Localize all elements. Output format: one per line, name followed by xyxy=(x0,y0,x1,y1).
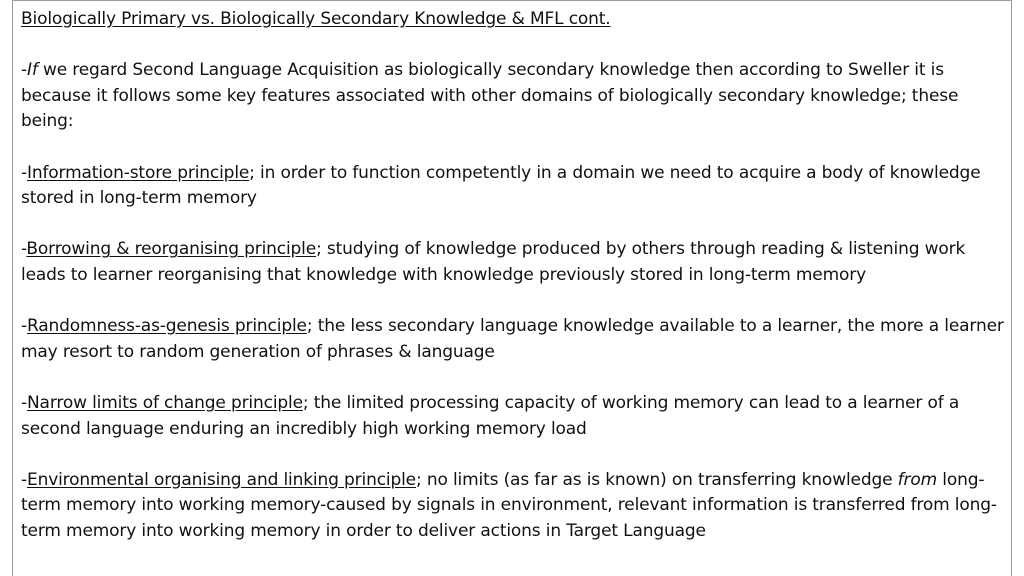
principle-name: Narrow limits of change principle xyxy=(26,392,303,413)
principle-text: ; studying of knowledge produced by others through reading & listening work leads to learner reorganising that knowledge with knowledge previously stored in long-term memory xyxy=(21,239,966,285)
slide-title xyxy=(21,7,1007,33)
slide-content xyxy=(21,7,1007,544)
principle-dash: - xyxy=(21,392,27,413)
principle-text: ; no limits (as far as is known) on transferring knowledge xyxy=(416,469,898,490)
principle-text: ; in order to function competently in a domain we need to acquire a body of knowledge stored in long-term memory xyxy=(21,162,981,209)
principle-narrow-limits-of-change xyxy=(21,391,1007,442)
slide-title-text: Biologically Primary vs. Biologically Secondary Knowledge & MFL cont. xyxy=(21,9,611,29)
principle-name: Borrowing & reorganising principle xyxy=(26,239,317,260)
intro-paragraph xyxy=(21,58,1007,135)
principle-environmental-organising-linking xyxy=(21,468,1007,545)
spacer xyxy=(21,212,1007,238)
principle-name: Environmental organising and linking principle xyxy=(26,469,416,490)
principle-dash: - xyxy=(21,162,27,183)
principle-information-store xyxy=(21,161,1007,212)
principle-text: ; the less secondary language knowledge available to a learner, the more a learner may resort to random generation of phrases & language xyxy=(21,316,1004,362)
intro-text: we regard Second Language Acquisition as biologically secondary knowledge then according to Sweller it is because it follows some key features associated with other domains of biologically secondary knowledge; these being: xyxy=(21,60,959,132)
principle-dash: - xyxy=(21,239,27,260)
intro-dash: - xyxy=(21,60,27,81)
intro-if-word: If xyxy=(26,60,38,81)
principle-name: Randomness-as-genesis principle xyxy=(26,316,307,337)
principle-dash: - xyxy=(21,316,27,337)
principle-name: Information-store principle xyxy=(26,162,250,183)
slide xyxy=(12,0,1012,576)
principle-borrowing-reorganising xyxy=(21,237,1007,288)
principle-text-after: long-term memory into working memory-caused by signals in environment, relevant information is transferred from long-term memory into working memory in order to deliver actions in Target Language xyxy=(21,469,997,541)
spacer xyxy=(21,365,1007,391)
principle-text: ; the limited processing capacity of working memory can lead to a learner of a second language enduring an incredibly high working memory load xyxy=(21,392,960,439)
principle-dash: - xyxy=(21,469,27,490)
principle-italic-word: from xyxy=(897,469,938,490)
spacer xyxy=(21,135,1007,161)
spacer xyxy=(21,289,1007,315)
spacer xyxy=(21,442,1007,468)
spacer xyxy=(21,33,1007,59)
principle-randomness-as-genesis xyxy=(21,314,1007,365)
